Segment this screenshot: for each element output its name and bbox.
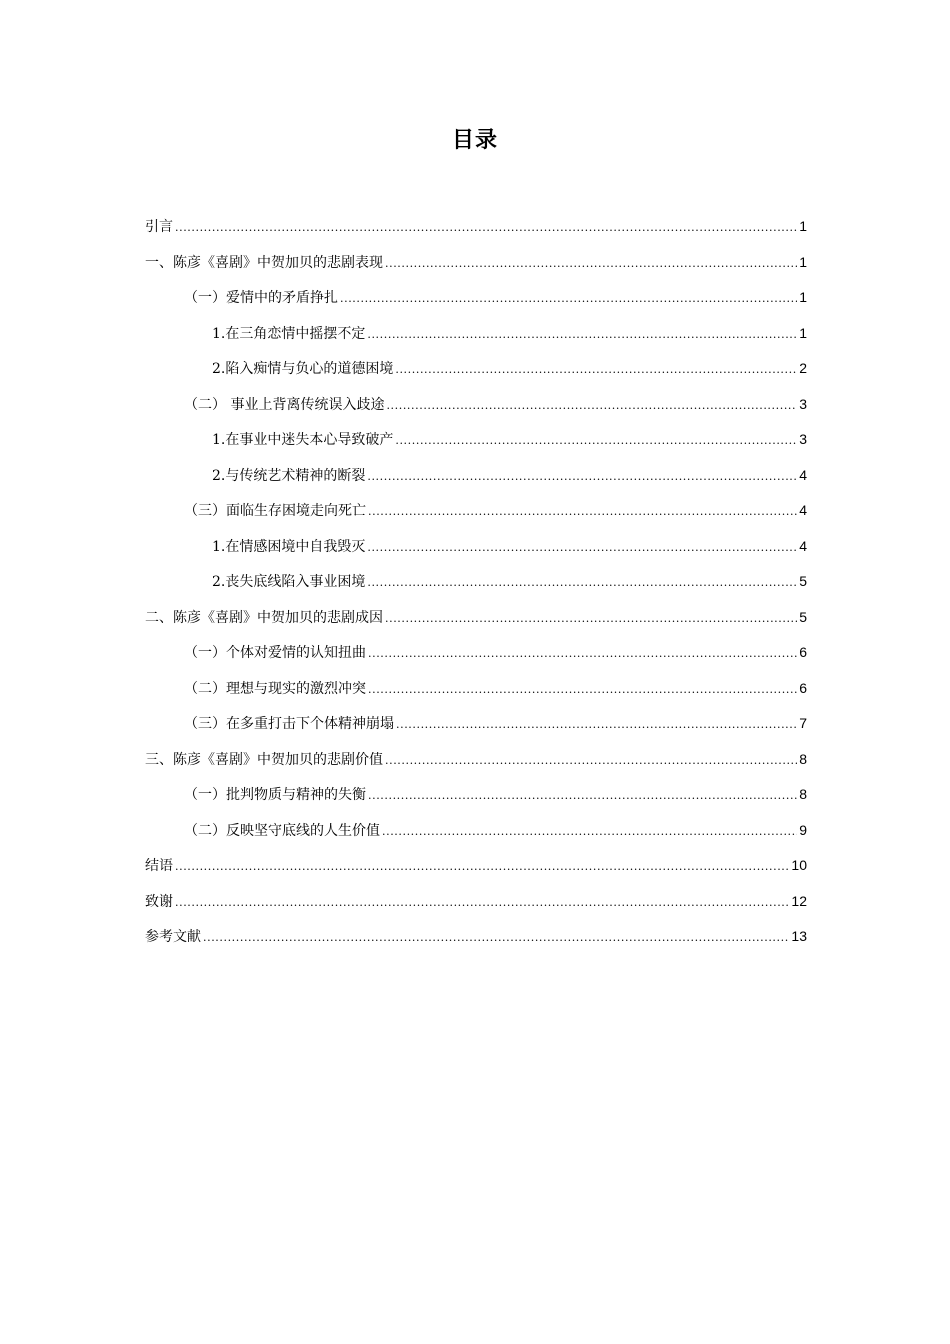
toc-entry[interactable] <box>145 564 807 600</box>
toc-page-number: 7 <box>799 715 807 731</box>
toc-entry-title: 2.丧失底线陷入事业困境 <box>212 574 366 590</box>
toc-entry[interactable] <box>145 316 807 352</box>
toc-entry[interactable] <box>145 884 807 920</box>
toc-entry[interactable] <box>145 813 807 849</box>
toc-dot-leader <box>395 352 797 388</box>
page-title: 目录 <box>451 128 498 153</box>
toc-entry-title: （一）批判物质与精神的失衡 <box>184 787 366 803</box>
toc-page-number: 6 <box>799 679 807 696</box>
toc-dot-leader <box>368 672 797 708</box>
toc-page-number: 9 <box>799 821 807 838</box>
toc-page-number: 10 <box>791 857 807 873</box>
toc-entry[interactable] <box>145 387 807 423</box>
toc-entry[interactable] <box>145 280 807 316</box>
toc-page-number: 1 <box>799 253 807 270</box>
toc-dot-leader <box>175 885 789 921</box>
toc-entry[interactable] <box>145 848 807 884</box>
toc-entry-title: 引言 <box>145 219 173 235</box>
toc-entry[interactable] <box>145 351 807 387</box>
toc-entry-title: 2.陷入痴情与负心的道德困境 <box>212 361 394 377</box>
toc-page-number: 13 <box>791 928 807 944</box>
toc-entry[interactable] <box>145 635 807 671</box>
toc-entry[interactable] <box>145 529 807 565</box>
toc-entry[interactable] <box>145 742 807 778</box>
toc-entry-title: 一、陈彦《喜剧》中贺加贝的悲剧表现 <box>145 254 383 271</box>
toc-page-number: 5 <box>799 608 807 625</box>
toc-entry-title: 2.与传统艺术精神的断裂 <box>212 467 366 484</box>
toc-entry[interactable] <box>145 209 807 245</box>
toc-entry[interactable] <box>145 600 807 636</box>
toc-dot-leader <box>367 317 797 353</box>
toc-entry-title: 1.在三角恋情中摇摆不定 <box>212 325 366 342</box>
toc-entry-title: （一）个体对爱情的认知扭曲 <box>184 645 366 661</box>
toc-dot-leader <box>368 494 797 530</box>
toc-entry[interactable] <box>145 777 807 813</box>
toc-dot-leader <box>386 388 797 424</box>
toc-dot-leader <box>367 459 797 495</box>
toc-page-number: 1 <box>799 289 807 305</box>
toc-dot-leader <box>396 707 797 743</box>
toc-page-number: 12 <box>791 892 807 909</box>
toc-page-number: 1 <box>799 324 807 341</box>
toc-page-number: 6 <box>799 644 807 660</box>
toc-dot-leader <box>175 849 789 885</box>
toc-entry-title: 致谢 <box>145 893 173 910</box>
toc-dot-leader <box>367 565 797 601</box>
toc-page-number: 8 <box>799 750 807 767</box>
toc-entry[interactable] <box>145 706 807 742</box>
toc-entry[interactable] <box>145 919 807 955</box>
toc-page-number: 4 <box>799 537 807 554</box>
toc-entry-title: （二）反映坚守底线的人生价值 <box>184 822 380 839</box>
toc-entry-title: （三）面临生存困境走向死亡 <box>184 503 366 519</box>
toc-dot-leader <box>340 281 797 317</box>
toc-dot-leader <box>368 636 797 672</box>
toc-page-number: 8 <box>799 786 807 802</box>
toc-page-number: 3 <box>799 395 807 412</box>
table-of-contents <box>145 209 807 955</box>
toc-entry-title: 二、陈彦《喜剧》中贺加贝的悲剧成因 <box>145 609 383 626</box>
toc-entry-title: 参考文献 <box>145 929 201 945</box>
toc-entry[interactable] <box>145 245 807 281</box>
toc-entry-title: （三）在多重打击下个体精神崩塌 <box>184 716 394 732</box>
toc-entry[interactable] <box>145 422 807 458</box>
toc-dot-leader <box>203 920 789 956</box>
toc-page-number: 2 <box>799 360 807 376</box>
toc-dot-leader <box>175 210 797 246</box>
toc-entry-title: 1.在事业中迷失本心导致破产 <box>212 432 394 448</box>
toc-entry-title: 1.在情感困境中自我毁灭 <box>212 538 366 555</box>
toc-dot-leader <box>385 601 797 637</box>
toc-entry-title: 结语 <box>145 858 173 874</box>
toc-dot-leader <box>385 743 797 779</box>
toc-dot-leader <box>382 814 797 850</box>
toc-entry[interactable] <box>145 458 807 494</box>
toc-page-number: 4 <box>799 502 807 518</box>
toc-page-number: 4 <box>799 466 807 483</box>
toc-entry-title: 三、陈彦《喜剧》中贺加贝的悲剧价值 <box>145 751 383 768</box>
toc-entry-title: （二）理想与现实的激烈冲突 <box>184 680 366 697</box>
toc-dot-leader <box>385 246 797 282</box>
toc-dot-leader <box>395 423 797 459</box>
toc-page-number: 1 <box>799 218 807 234</box>
toc-entry-title: （一）爱情中的矛盾挣扎 <box>184 290 338 306</box>
toc-page-number: 5 <box>799 573 807 589</box>
toc-dot-leader <box>368 778 797 814</box>
toc-page-number: 3 <box>799 431 807 447</box>
toc-entry[interactable] <box>145 671 807 707</box>
toc-dot-leader <box>367 530 797 566</box>
toc-entry-title: （二） 事业上背离传统误入歧途 <box>184 396 385 413</box>
toc-entry[interactable] <box>145 493 807 529</box>
